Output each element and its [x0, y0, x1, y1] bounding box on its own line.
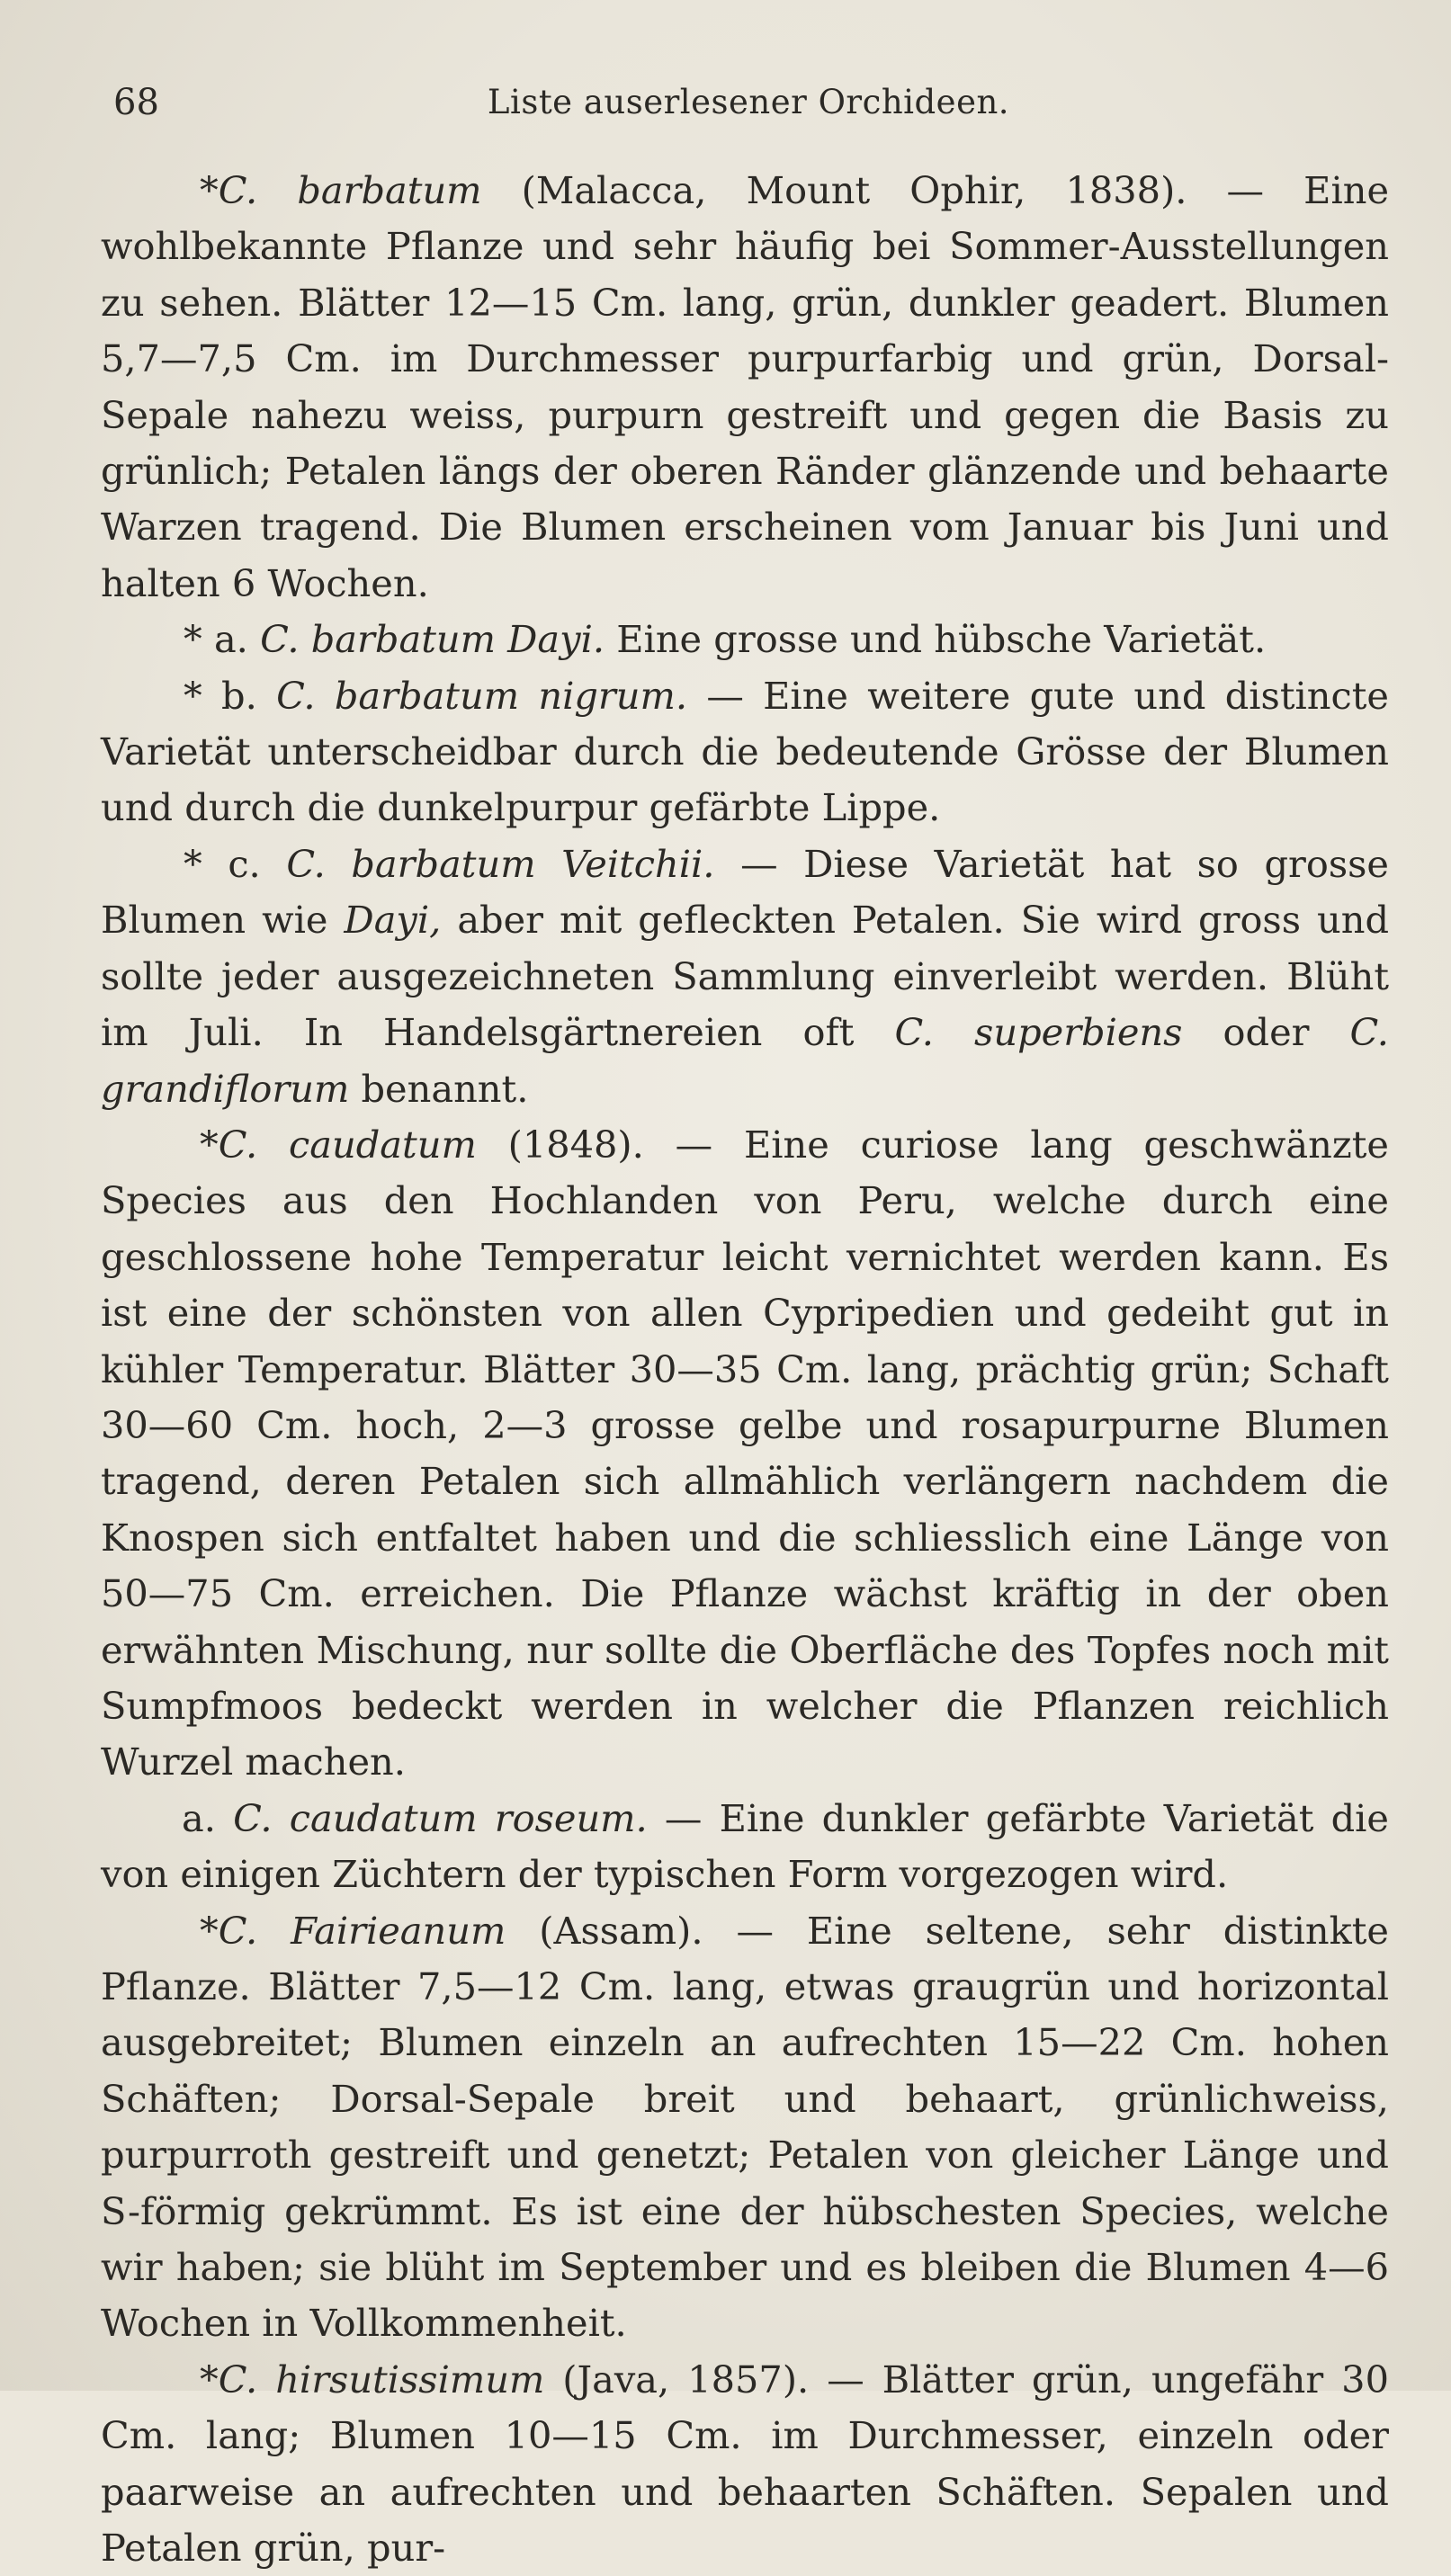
entry-description: — Diese Varietät hat so grosse Blumen wie [101, 841, 1389, 943]
entry-marker: * a. [184, 617, 261, 662]
entry-hirsutissimum [101, 2352, 1389, 2576]
entry-description: Eine grosse und hübsche Varietät. [605, 617, 1267, 662]
entry-description: (1848). — Eine curiose lang geschwänzte Species aus den Hochlanden von Peru, welche durch eine geschlossene hohe Temperatur leicht vernichtet werden kann. Es ist eine der schönsten von allen Cypripedien und gedeiht gut in kühler Temperatur. Blätter 30—35 Cm. lang, prächtig grün; Schaft 30—60 Cm. hoch, 2—3 grosse gelbe und rosapurpurne Blumen tragend, deren Petalen sich allmählich verlängern nachdem die Knospen sich entfaltet haben und die schliesslich eine Länge von 50—75 Cm. erreichen. Die Pflanze wächst kräftig in der oben erwähnten Mischung, nur sollte die Oberfläche des Topfes noch mit Sumpfmoos bedeckt werden in welcher die Pflanzen reichlich Wurzel machen. [101, 1122, 1389, 1784]
page-number: 68 [113, 82, 159, 123]
entry-barbatum-dayi [101, 612, 1389, 667]
species-name: C. superbiens [894, 1010, 1183, 1055]
entry-marker: * b. [184, 673, 277, 718]
species-name: Dayi, [344, 898, 442, 943]
entry-marker: * [200, 2357, 219, 2402]
species-name: C. hirsutissimum [218, 2357, 545, 2402]
entry-marker: a. [182, 1795, 234, 1840]
entry-marker: * [200, 168, 219, 212]
species-name: C. barbatum nigrum. [276, 673, 688, 718]
species-name: C. barbatum Dayi. [260, 617, 605, 662]
running-title: Liste auserlesener Orchideen. [487, 83, 1010, 121]
entry-marker: * [200, 1908, 219, 1953]
entry-description: oder [1182, 1010, 1350, 1055]
entry-fairieanum [101, 1903, 1389, 2352]
species-name: C. caudatum [218, 1122, 477, 1167]
entry-caudatum-roseum [101, 1791, 1389, 1903]
entry-description: (Malacca, Mount Ophir, 1838). — Eine wohlbekannte Pflanze und sehr häufig bei Sommer-Ausstellungen zu sehen. Blätter 12—15 Cm. lang, grün, dunkler geadert. Blumen 5,7—7,5 Cm. im Durchmesser purpurfarbig und grün, Dorsal-Sepale nahezu weiss, purpurn gestreift und gegen die Basis zu grünlich; Petalen längs der oberen Ränder glänzende und behaarte Warzen tragend. Die Blumen erscheinen vom Januar bis Juni und halten 6 Wochen. [101, 168, 1389, 605]
species-name: C. grandiflorum [101, 1010, 1389, 1111]
page-header [113, 76, 1384, 130]
entry-caudatum [101, 1117, 1389, 1791]
entry-description: aber mit gefleckten Petalen. Sie wird gross und sollte jeder ausgezeichneten Sammlung einverleibt werden. Blüht im Juli. In Handelsgärtnereien oft [101, 898, 1390, 1055]
entry-description: (Java, 1857). — Blätter grün, ungefähr 30 Cm. lang; Blumen 10—15 Cm. im Durchmesser, einzeln oder paarweise an aufrechten und behaarten Schäften. Sepalen und Petalen grün, pur- [101, 2357, 1389, 2571]
species-name: C. barbatum [218, 168, 482, 212]
entry-barbatum-nigrum [101, 668, 1389, 836]
entry-description: — Eine weitere gute und distincte Varietät unterscheidbar durch die bedeutende Grösse der Blumen und durch die dunkelpurpur gefärbte Lippe. [101, 673, 1389, 830]
entry-description: — Eine dunkler gefärbte Varietät die von einigen Züchtern der typischen Form vorgezogen wird. [101, 1795, 1389, 1897]
body-text [101, 163, 1389, 2576]
entry-barbatum-veitchii [101, 836, 1389, 1117]
entry-barbatum [101, 163, 1389, 612]
entry-description: (Assam). — Eine seltene, sehr distinkte Pflanze. Blätter 7,5—12 Cm. lang, etwas graugrün und horizontal ausgebreitet; Blumen einzeln an aufrechten 15—22 Cm. hohen Schäften; Dorsal-Sepale breit und behaart, grünlichweiss, purpurroth gestreift und genetzt; Petalen von gleicher Länge und S-förmig gekrümmt. Es ist eine der hübschesten Species, welche wir haben; sie blüht im September und es bleiben die Blumen 4—6 Wochen in Vollkommenheit. [101, 1908, 1389, 2346]
species-name: C. barbatum Veitchii. [286, 841, 715, 886]
entry-marker: * [200, 1122, 219, 1167]
entry-description: benannt. [349, 1066, 529, 1111]
species-name: C. caudatum roseum. [233, 1795, 648, 1840]
species-name: C. Fairieanum [218, 1908, 506, 1953]
entry-marker: * c. [184, 841, 287, 886]
